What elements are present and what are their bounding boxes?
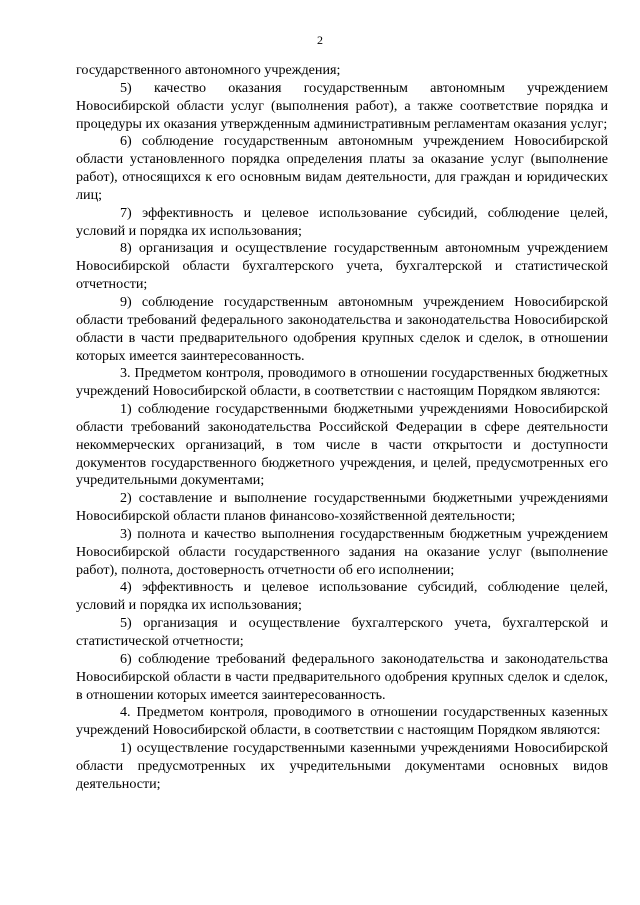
page-number: 2 [317, 33, 323, 47]
paragraph-section-4-item-1: 1) осуществление государственными казенными учреждениями Новосибирской области предусмотренных их учредительными документами основных видов деятельности; [76, 740, 608, 792]
paragraph-item-5-quality: 5) качество оказания государственным автономным учреждением Новосибирской области услуг (выполнения работ), а также соответствие порядка и процедуры их оказания утвержденным административным регламентам оказания услуг; [76, 79, 608, 132]
paragraph-item-6-fees: 6) соблюдение государственным автономным учреждением Новосибирской области установленного порядка определения платы за оказание услуг (выполнение работ), относящихся к его основным видам деятельности, для граждан и юридических лиц; [76, 133, 608, 203]
paragraph-section-4: 4. Предметом контроля, проводимого в отношении государственных казенных учреждений Новосибирской области, в соответствии с настоящим Порядком являются: [76, 704, 608, 739]
paragraph-section-3-item-4: 4) эффективность и целевое использование субсидий, соблюдение целей, условий и порядка их использования; [76, 579, 608, 614]
paragraph-section-3-item-5: 5) организация и осуществление бухгалтерского учета, бухгалтерской и статистической отчетности; [76, 615, 608, 649]
paragraph-item-8-accounting: 8) организация и осуществление государственным автономным учреждением Новосибирской области бухгалтерского учета, бухгалтерской и статистической отчетности; [76, 240, 608, 293]
paragraph-section-3-item-2: 2) составление и выполнение государственными бюджетными учреждениями Новосибирской области планов финансово-хозяйственной деятельности; [76, 490, 608, 525]
paragraph-continuation: государственного автономного учреждения; [76, 62, 341, 78]
paragraph-item-7-subsidies: 7) эффективность и целевое использование субсидий, соблюдение целей, условий и порядка их использования; [76, 204, 608, 239]
paragraph-section-3-item-6: 6) соблюдение требований федерального законодательства и законодательства Новосибирской области в части предварительного одобрения крупных сделок и сделок, в отношении которых имеется заинтересованность. [76, 650, 608, 703]
paragraph-section-3-item-1: 1) соблюдение государственными бюджетными учреждениями Новосибирской области требований законодательства Российской Федерации в сфере деятельности некоммерческих организаций, в том числе в части открытости и доступности документов государственного бюджетного учреждения, и целей, предусмотренных его учредительными документами; [76, 401, 608, 489]
document-body [76, 62, 608, 794]
paragraph-item-9-transactions: 9) соблюдение государственным автономным учреждением Новосибирской области требований федерального законодательства и законодательства Новосибирской области в части предварительного одобрения крупных сделок и сделок, в отношении которых имеется заинтересованность. [76, 293, 608, 364]
paragraph-section-3-item-3: 3) полнота и качество выполнения государственным бюджетным учреждением Новосибирской области государственного задания на оказание услуг (выполнение работ), полнота, достоверность отчетности об его исполнении; [76, 525, 608, 578]
paragraph-section-3: 3. Предметом контроля, проводимого в отношении государственных бюджетных учреждений Новосибирской области, в соответствии с настоящим Порядком являются: [76, 365, 608, 400]
